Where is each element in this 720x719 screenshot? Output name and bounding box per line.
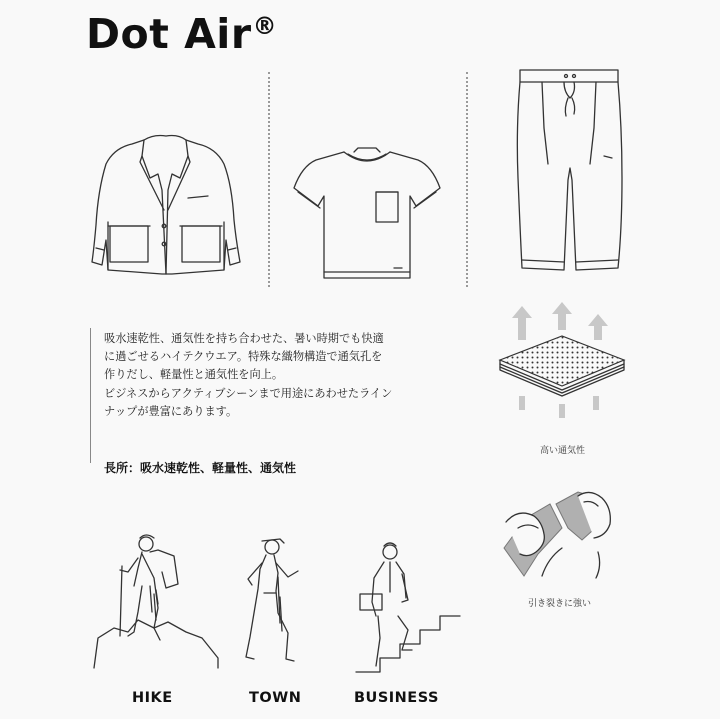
description-line: 作りだし、軽量性と通気性を向上。 xyxy=(104,368,284,382)
brand-title-text: Dot Air xyxy=(86,10,252,58)
activity-label-town: TOWN xyxy=(249,690,302,706)
tear-resistance-caption: 引き裂きに強い xyxy=(528,599,592,609)
separator-dotted-left xyxy=(268,72,270,287)
description-line: ナップが豊富にあります。 xyxy=(104,404,238,418)
description xyxy=(104,330,404,421)
activity-label-business: BUSINESS xyxy=(354,690,439,706)
walker-icon xyxy=(236,533,316,668)
description-line: に過ごせるハイテクウエア。特殊な織物構造で通気孔を xyxy=(104,350,383,364)
breathability-caption: 高い通気性 xyxy=(540,446,586,456)
jacket-icon xyxy=(84,130,249,280)
businessman-icon xyxy=(356,538,461,673)
brand-title xyxy=(86,10,277,58)
separator-dotted-right xyxy=(466,72,468,287)
tear-resistance-icon xyxy=(498,488,618,583)
breathability-icon xyxy=(490,300,630,425)
features-text: 長所：吸水速乾性、軽量性、通気性 xyxy=(104,461,297,475)
description-line: ビジネスからアクティブシーンまで用途にあわせたライン xyxy=(104,386,393,400)
pants-icon xyxy=(512,68,627,283)
tshirt-icon xyxy=(292,148,442,280)
registered-mark: ® xyxy=(252,12,278,40)
description-rule xyxy=(90,328,91,463)
description-line: 吸水速乾性、通気性を持ち合わせた、暑い時期でも快適 xyxy=(104,332,384,345)
activity-label-hike: HIKE xyxy=(132,690,173,706)
hiker-icon xyxy=(94,528,219,668)
